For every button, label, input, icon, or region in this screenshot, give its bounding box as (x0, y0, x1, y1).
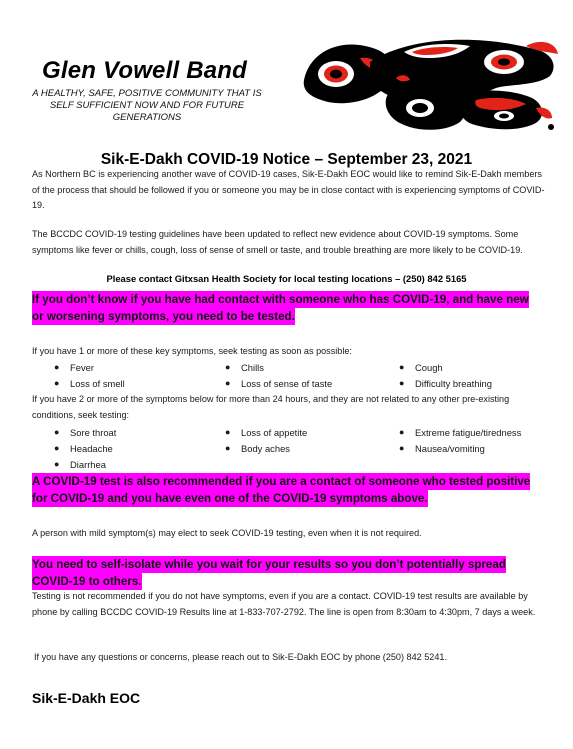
mild-symptoms-line: A person with mild symptom(s) may elect to seek COVID-19 testing, even when it is not required. (32, 528, 422, 538)
list-item: ● Loss of smell (54, 378, 125, 389)
band-tagline: A HEALTHY, SAFE, POSITIVE COMMUNITY THAT IS SELF SUFFICIENT NOW AND FOR FUTURE GENERATIONS (32, 88, 262, 123)
formline-art-logo-icon (300, 28, 562, 136)
list-item: ● Loss of sense of taste (225, 378, 333, 389)
list-item: ● Nausea/vomiting (399, 443, 485, 454)
list-item: ● Cough (399, 362, 443, 373)
contact-line: Please contact Gitxsan Health Society for local testing locations – (250) 842 5165 (106, 273, 467, 284)
list-item: ● Loss of appetite (225, 427, 308, 438)
signature: Sik-E-Dakh EOC (32, 690, 141, 706)
list-item: ● Difficulty breathing (399, 378, 492, 389)
intro-paragraph: As Northern BC is experiencing another wave of COVID-19 cases, Sik-E-Dakh EOC would like to remind Sik-E-Dakh members of the process that should be followed if you or someone you may be in close contact with is experiencing symptoms of COVID-19. (32, 169, 545, 210)
list-item: ● Headache (54, 443, 113, 454)
highlight-text: You need to self-isolate while you wait for your results so you don’t potentially spread COVID-19 to others. (32, 558, 506, 588)
band-name: Glen Vowell Band (42, 57, 248, 84)
highlight-isolate-notice (32, 556, 532, 590)
list-item: ● Chills (225, 362, 264, 373)
highlight-text: If you don’t know if you have had contact with someone who has COVID-19, and have new or worsening symptoms, you need to be tested. (32, 293, 529, 323)
notice-title: Sik-E-Dakh COVID-19 Notice – September 23, 2021 (100, 151, 473, 168)
other-symptoms-intro: If you have 2 or more of the symptoms below for more than 24 hours, and they are not related to any other pre-existing conditions, seek testing: (32, 394, 510, 420)
guidelines-paragraph: The BCCDC COVID-19 testing guidelines have been updated to reflect new evidence about COVID-19 symptoms. Some symptoms like fever or chills, cough, loss of sense of smell or taste, and trouble breathing are more likely to be COVID-19. (32, 229, 523, 255)
highlight-test-notice (32, 291, 532, 325)
highlight-text: A COVID-19 test is also recommended if you are a contact of someone who tested positive for COVID-19 and you have even one of the COVID-19 symptoms above. (32, 475, 531, 505)
key-symptoms-intro: If you have 1 or more of these key symptoms, seek testing as soon as possible: (32, 346, 352, 356)
questions-line: If you have any questions or concerns, please reach out to Sik-E-Dakh EOC by phone (250) 842 5241. (34, 652, 447, 662)
list-item: ● Extreme fatigue/tiredness (399, 427, 522, 438)
list-item: ● Body aches (225, 443, 290, 454)
list-item: ● Sore throat (54, 427, 117, 438)
highlight-contact-notice (32, 473, 537, 507)
list-item: ● Fever (54, 362, 94, 373)
results-paragraph: Testing is not recommended if you do not have symptoms, even if you are a contact. COVID-19 test results are available by phone by calling BCCDC COVID-19 Results line at 1-833-707-2792. The line is open from 8:30am to 4:30pm, 7 days a week. (32, 591, 536, 617)
list-item: ● Diarrhea (54, 459, 106, 470)
